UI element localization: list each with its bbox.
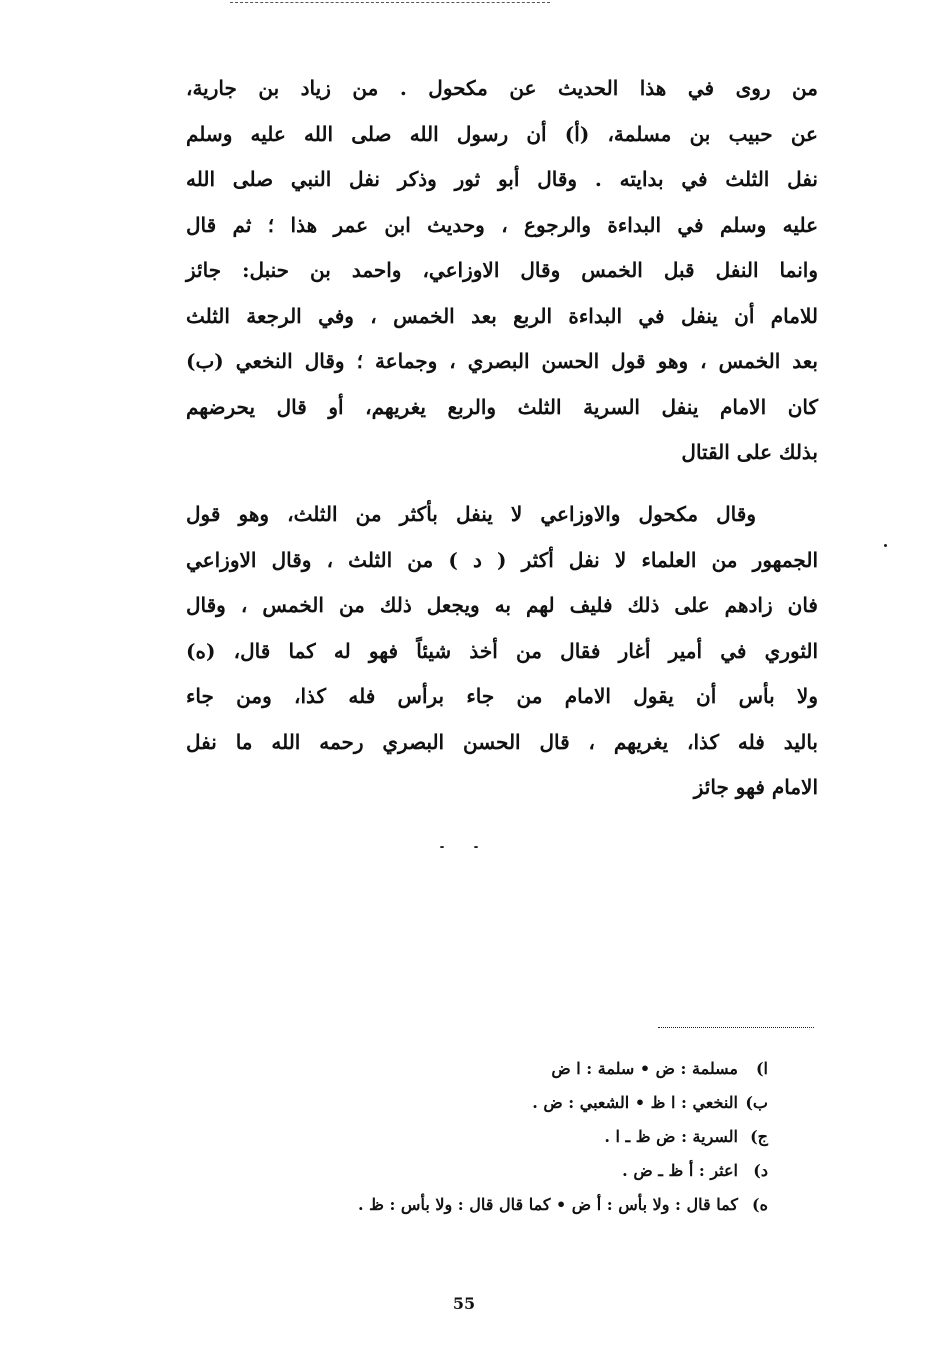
footnote-text: كما قال : ولا بأس : أ ض • كما قال قال : ولا بأس : ظ . — [357, 1195, 738, 1214]
print-speck — [474, 846, 478, 848]
footnote-mark: ه) — [752, 1195, 768, 1214]
text-line: الامام فهو جائز — [693, 775, 818, 799]
footnote-mark: د) — [753, 1161, 768, 1180]
footnotes — [188, 1052, 768, 1222]
text-line: من روى في هذا الحديث عن مكحول . من زياد بن جارية، — [186, 76, 818, 100]
paragraph-2 — [186, 492, 818, 811]
footnote-text: النخعي : ا ظ • الشعبي : ض . — [532, 1093, 738, 1112]
text-line: بعد الخمس ، وهو قول الحسن البصري ، وجماعة ؛ وقال النخعي (ب) — [186, 349, 818, 373]
text-line: عليه وسلم في البداءة والرجوع ، وحديث ابن عمر هذا ؛ ثم قال — [186, 212, 818, 237]
print-speck — [440, 846, 444, 848]
text-line: وقال مكحول والاوزاعي لا ينفل بأكثر من الثلث، وهو قول — [186, 502, 756, 526]
footnote-mark: ب) — [745, 1093, 768, 1112]
top-rule — [230, 2, 550, 3]
print-speck — [884, 544, 887, 547]
text-line: الجمهور من العلماء لا نفل أكثر ( د ) من الثلث ، وقال الاوزاعي — [186, 547, 818, 572]
footnote-text: السرية : ض ظ ـ ا . — [604, 1127, 738, 1146]
footnote-text: مسلمة : ض • سلمة : ا ض — [551, 1059, 738, 1078]
page-number: 55 — [452, 1294, 476, 1313]
text-line: فان زادهم على ذلك فليف لهم به ويجعل ذلك من الخمس ، وقال — [186, 593, 818, 617]
footnote — [188, 1154, 768, 1188]
footnote — [188, 1052, 768, 1086]
text-line: بذلك على القتال — [681, 440, 818, 464]
text-line: الثوري في أمير أغار فقال من أخذ شيئاً فهو له كما قال، (ه) — [186, 638, 818, 663]
footnote — [188, 1120, 768, 1154]
paragraph-1 — [186, 66, 818, 476]
text-line: باليد فله كذا، يغريهم ، قال الحسن البصري رحمه الله ما نفل — [186, 729, 818, 754]
text-line: نفل الثلث في بدايته . وقال أبو ثور وذكر نفل النبي صلى الله — [186, 167, 818, 191]
footnote-divider — [658, 1027, 814, 1028]
footnote — [188, 1086, 768, 1120]
text-line: ولا بأس أن يقول الامام من جاء برأس فله كذا، ومن جاء — [186, 684, 818, 708]
text-line: كان الامام ينفل السرية الثلث والربع يغريهم، أو قال يحرضهم — [186, 394, 818, 419]
text-line: وانما النفل قبل الخمس وقال الاوزاعي، واحمد بن حنبل: جائز — [186, 258, 818, 282]
footnote-mark: ج) — [750, 1127, 768, 1146]
text-line: عن حبيب بن مسلمة، (أ) أن رسول الله صلى الله عليه وسلم — [186, 121, 818, 146]
footnote — [188, 1188, 768, 1222]
footnote-text: اعثر : أ ظ ـ ض . — [622, 1161, 738, 1180]
footnote-mark: ا) — [755, 1059, 768, 1078]
text-line: للامام أن ينفل في البداءة الربع بعد الخمس ، وفي الرجعة الثلث — [186, 303, 818, 328]
